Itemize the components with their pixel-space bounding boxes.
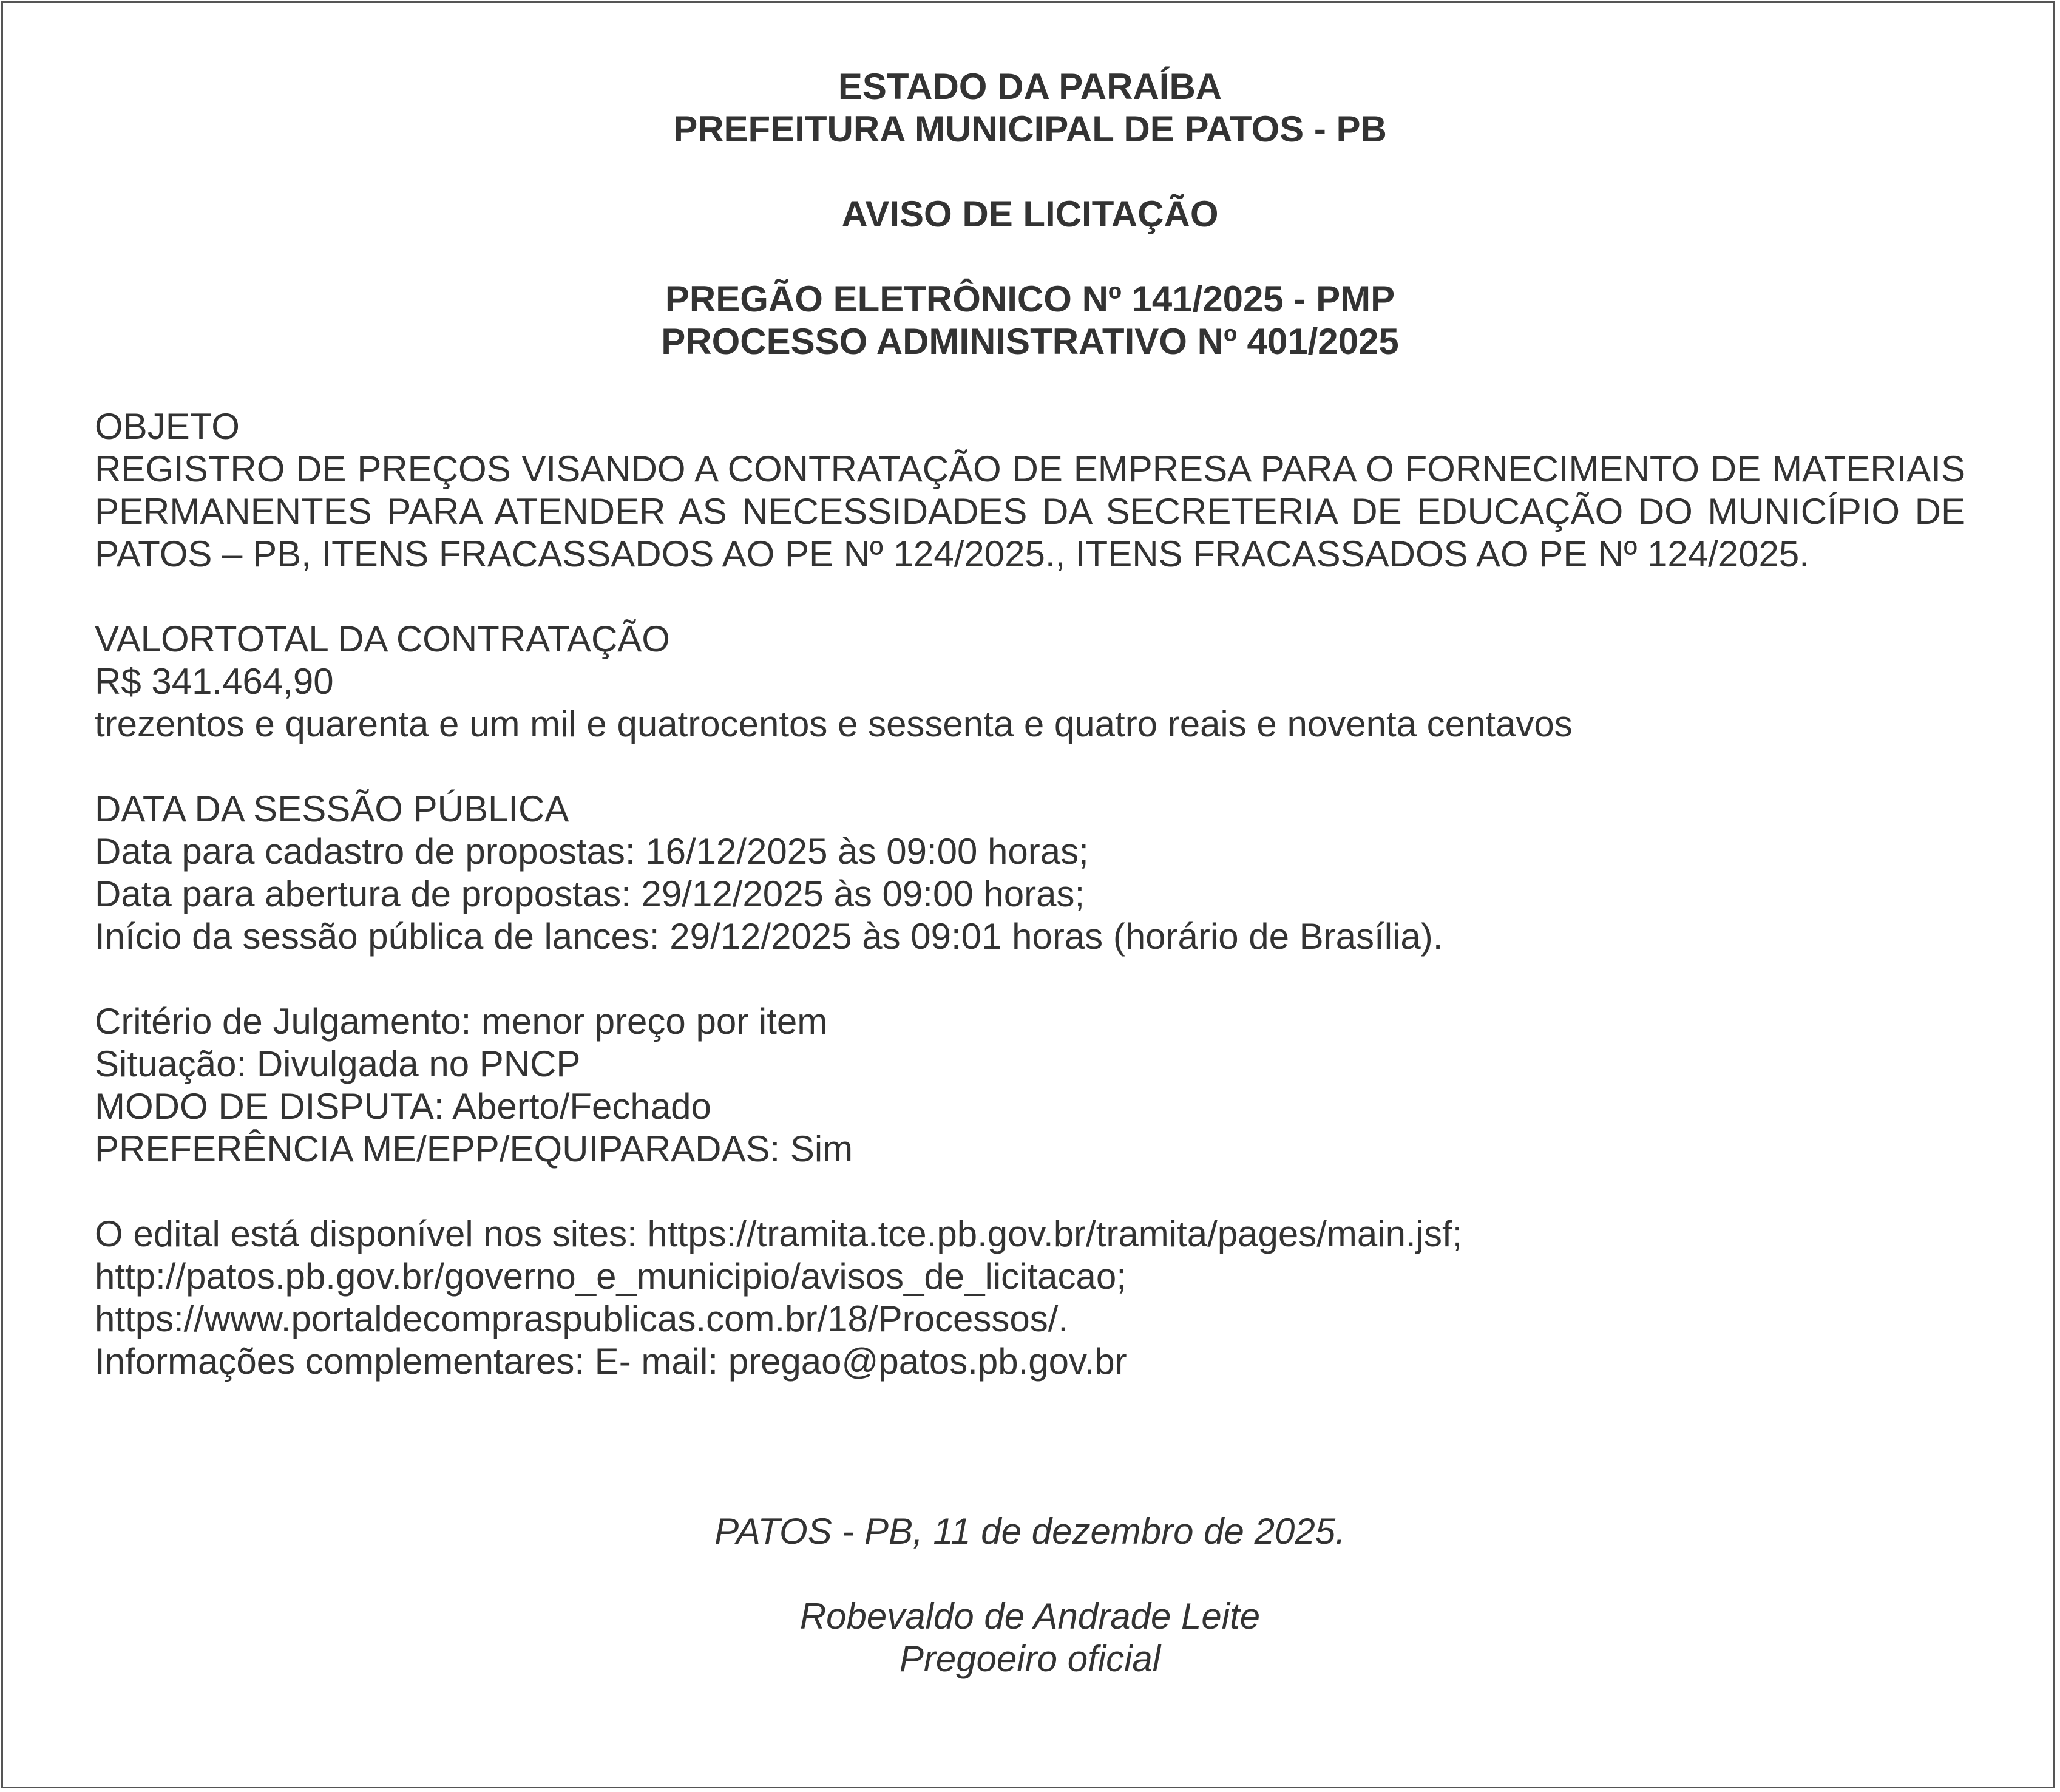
- notice-title: AVISO DE LICITAÇÃO: [841, 194, 1219, 234]
- modo-disputa: MODO DE DISPUTA: Aberto/Fechado: [95, 1086, 711, 1127]
- valor-label: VALORTOTAL DA CONTRATAÇÃO: [95, 619, 670, 659]
- edital-line-portal: https://www.portaldecompraspublicas.com.br/18/Processos/.: [95, 1298, 1069, 1339]
- sessao-cadastro: Data para cadastro de propostas: 16/12/2025 às 09:00 horas;: [95, 831, 1089, 872]
- edital-line-patos: http://patos.pb.gov.br/governo_e_municipio/avisos_de_licitacao;: [95, 1256, 1127, 1297]
- processo-number: PROCESSO ADMINISTRATIVO Nº 401/2025: [661, 321, 1399, 362]
- situacao: Situação: Divulgada no PNCP: [95, 1044, 581, 1084]
- municipality-name: PREFEITURA MUNICIPAL DE PATOS - PB: [673, 109, 1387, 149]
- place-date: PATOS - PB, 11 de dezembro de 2025.: [714, 1511, 1346, 1552]
- edital-line-email: Informações complementares: E- mail: pregao@patos.pb.gov.br: [95, 1341, 1127, 1382]
- objeto-text: REGISTRO DE PREÇOS VISANDO A CONTRATAÇÃO DE EMPRESA PARA O FORNECIMENTO DE MATERIAIS PERMANENTES PARA ATENDER AS NECESSIDADES DA SECRETERIA DE EDUCAÇÃO DO MUNICÍPIO DE PATOS – PB, ITENS FRACASSADOS AO PE Nº 124/2025., ITENS FRACASSADOS AO PE Nº 124/2025.: [95, 449, 1965, 574]
- detalhes-section: [95, 1000, 1965, 1170]
- valor-words: trezentos e quarenta e um mil e quatrocentos e sessenta e quatro reais e noventa centavos: [95, 704, 1573, 744]
- edital-line-tramita: O edital está disponível nos sites: https://tramita.tce.pb.gov.br/tramita/pages/main.jsf;: [95, 1213, 1463, 1254]
- sessao-abertura: Data para abertura de propostas: 29/12/2025 às 09:00 horas;: [95, 874, 1085, 914]
- sessao-inicio: Início da sessão pública de lances: 29/12/2025 às 09:01 horas (horário de Brasília).: [95, 916, 1443, 957]
- footer-block: [95, 1510, 1965, 1680]
- signer-role: Pregoeiro oficial: [899, 1638, 1161, 1679]
- state-name: ESTADO DA PARAÍBA: [838, 66, 1222, 107]
- criterio-julgamento: Critério de Julgamento: menor preço por item: [95, 1001, 828, 1042]
- header-block: [95, 66, 1965, 363]
- valor-section: [95, 618, 1965, 745]
- sessao-section: [95, 788, 1965, 958]
- notice-document: [95, 66, 1965, 1680]
- valor-amount: R$ 341.464,90: [95, 661, 334, 702]
- pregao-number: PREGÃO ELETRÔNICO Nº 141/2025 - PMP: [665, 279, 1395, 319]
- objeto-label: OBJETO: [95, 406, 240, 447]
- edital-section: [95, 1213, 1965, 1383]
- sessao-label: DATA DA SESSÃO PÚBLICA: [95, 789, 569, 829]
- preferencia: PREFERÊNCIA ME/EPP/EQUIPARADAS: Sim: [95, 1128, 853, 1169]
- signer-name: Robevaldo de Andrade Leite: [799, 1596, 1261, 1637]
- objeto-section: [95, 406, 1965, 575]
